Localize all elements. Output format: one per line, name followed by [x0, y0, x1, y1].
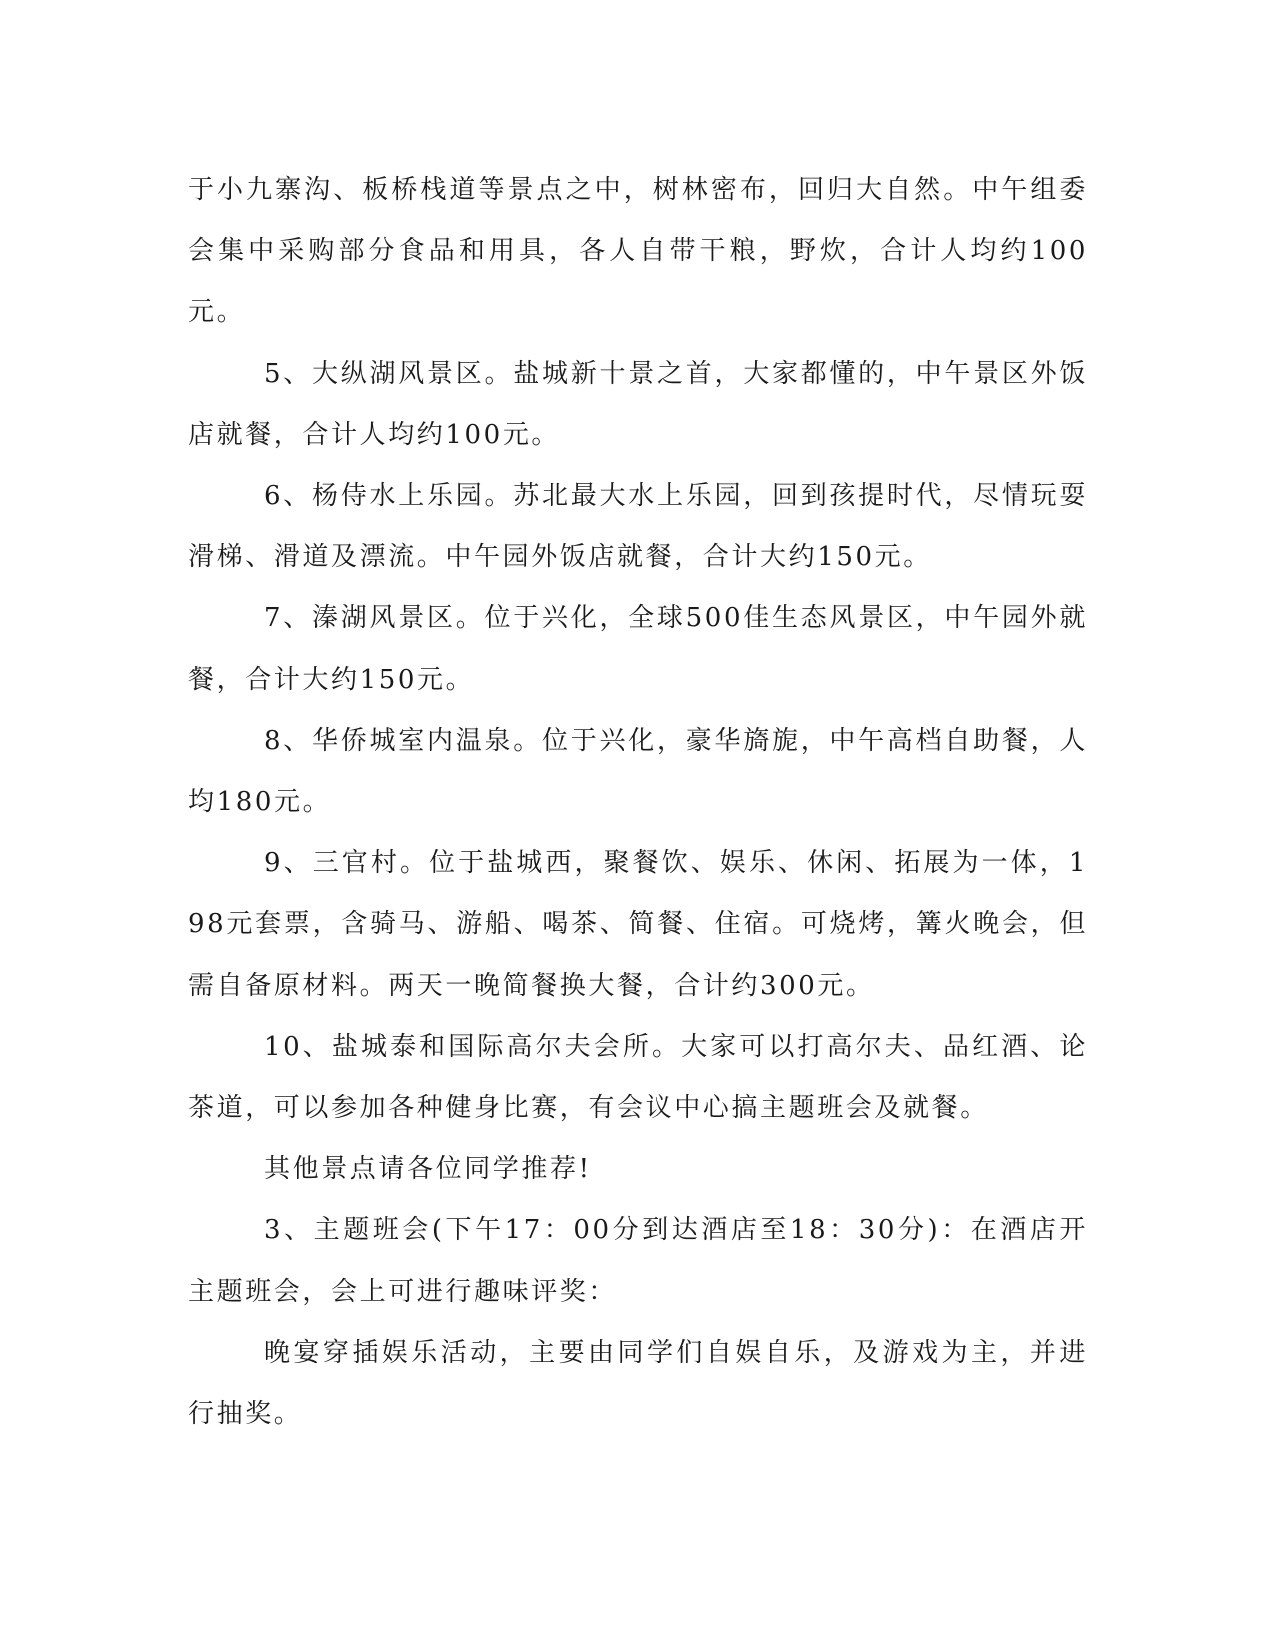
document-body	[188, 160, 1088, 1445]
paragraph-item-6: 6、杨侍水上乐园。苏北最大水上乐园，回到孩提时代，尽情玩耍滑梯、滑道及漂流。中午园外饭店就餐，合计大约150元。	[188, 481, 1088, 573]
paragraph-item-9: 9、三官村。位于盐城西，聚餐饮、娱乐、休闲、拓展为一体，198元套票，含骑马、游船、喝茶、简餐、住宿。可烧烤，篝火晚会，但需自备原材料。两天一晚简餐换大餐，合计约300元。	[188, 848, 1088, 1001]
paragraph-item-7: 7、溱湖风景区。位于兴化，全球500佳生态风景区，中午园外就餐，合计大约150元。	[188, 603, 1088, 695]
paragraph-continuation: 于小九寨沟、板桥栈道等景点之中，树林密布，回归大自然。中午组委会集中采购部分食品和用具，各人自带干粮，野炊，合计人均约100元。	[188, 175, 1088, 328]
paragraph-other-recommendations: 其他景点请各位同学推荐!	[264, 1154, 592, 1185]
paragraph-item-8: 8、华侨城室内温泉。位于兴化，豪华旖旎，中午高档自助餐，人均180元。	[188, 725, 1088, 818]
paragraph-item-10: 10、盐城泰和国际高尔夫会所。大家可以打高尔夫、品红酒、论茶道，可以参加各种健身比赛，有会议中心搞主题班会及就餐。	[188, 1031, 1088, 1124]
paragraph-theme-meeting: 3、主题班会(下午17：00分到达酒店至18：30分)：在酒店开主题班会，会上可进行趣味评奖：	[188, 1215, 1088, 1307]
paragraph-item-5: 5、大纵湖风景区。盐城新十景之首，大家都懂的，中午景区外饭店就餐，合计人均约100元。	[188, 358, 1088, 450]
paragraph-banquet: 晚宴穿插娱乐活动，主要由同学们自娱自乐，及游戏为主，并进行抽奖。	[188, 1337, 1088, 1430]
